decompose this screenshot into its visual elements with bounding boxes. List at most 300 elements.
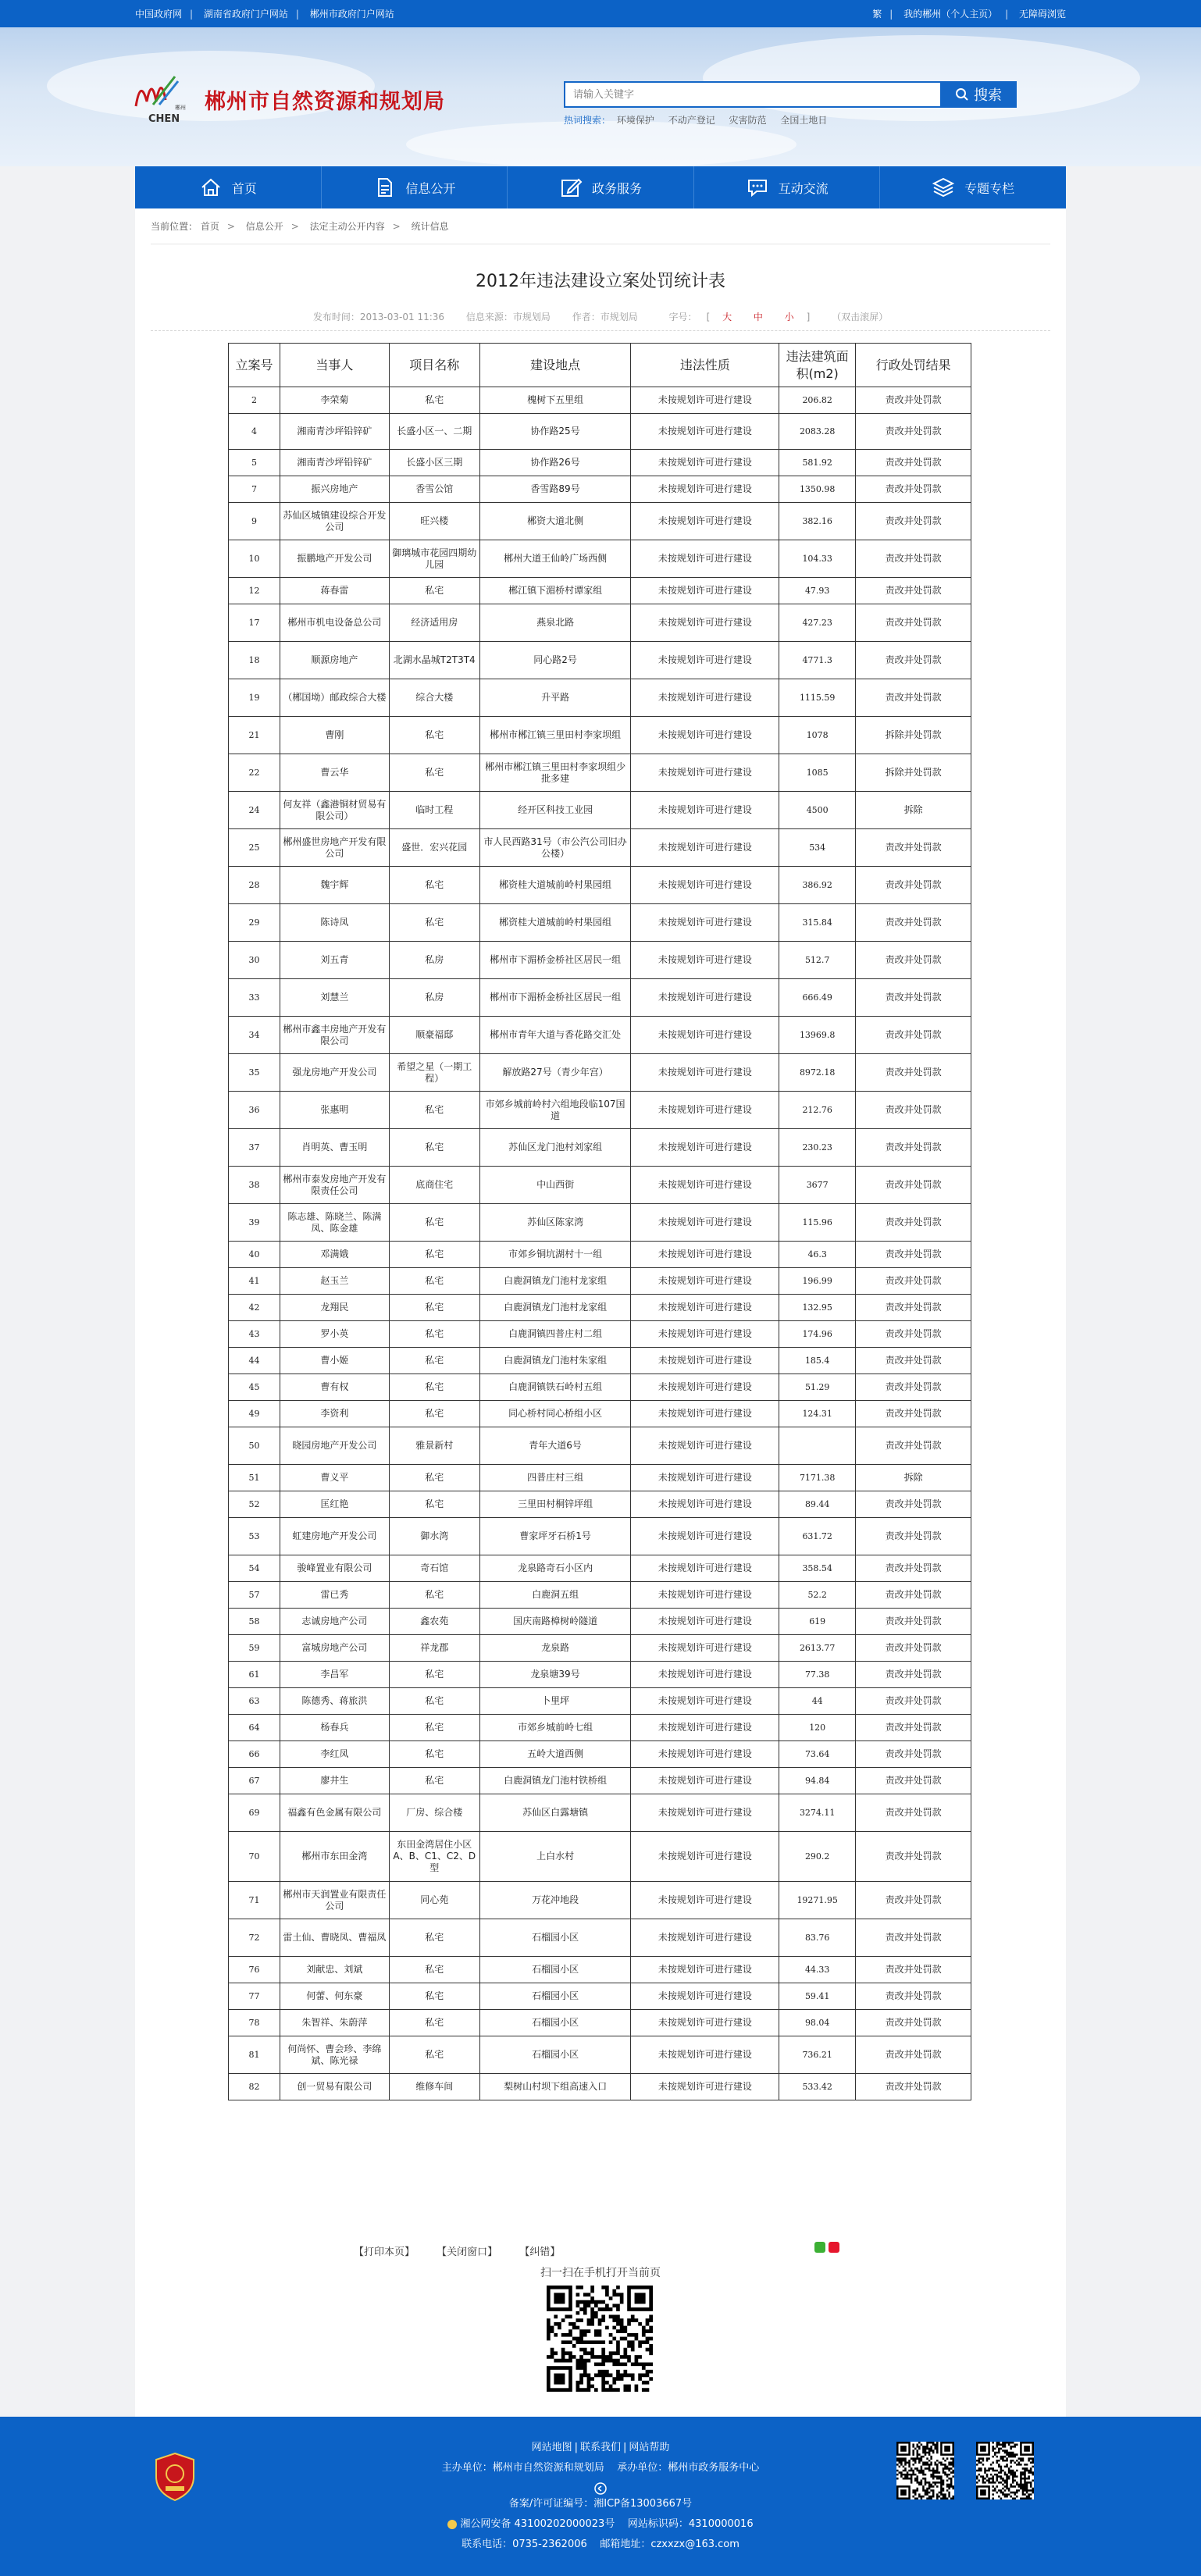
table-cell: 25 [229,829,280,867]
table-row [229,1465,971,1491]
table-row [229,503,971,540]
accessibility-icon[interactable] [594,2482,607,2495]
table-cell: 虹建房地产开发公司 [280,1518,389,1555]
table-row [229,2074,971,2100]
table-cell: 33 [229,979,280,1017]
table-cell: 53 [229,1518,280,1555]
table-cell: 1350.98 [779,476,856,503]
table-cell: 责改并处罚款 [856,1268,971,1295]
table-cell: 私宅 [389,1582,479,1609]
table-cell: 70 [229,1832,280,1882]
table-cell: 私宅 [389,1465,479,1491]
table-cell: 22 [229,754,280,792]
weibo-share-icon[interactable] [829,2242,839,2253]
hot-word[interactable]: 灾害防范 [729,115,767,126]
table-cell: 736.21 [779,2036,856,2074]
table-cell: 郴州市下湄桥金桥社区居民一组 [479,942,631,979]
table-cell: 私宅 [389,1242,479,1268]
column-header: 项目名称 [389,344,479,387]
table-cell: 责改并处罚款 [856,1092,971,1129]
table-cell: 2 [229,387,280,414]
table-cell: 98.04 [779,2010,856,2036]
link-chenzhou-gov[interactable]: 郴州市政府门户网站 [309,9,394,20]
table-cell: 祥龙郡 [389,1635,479,1662]
table-cell: 蒋春雷 [280,578,389,604]
footer-organizer: 承办单位：郴州市政务服务中心 [617,2462,760,2474]
table-cell: 升平路 [479,679,631,717]
table-cell: 未按规划许可进行建设 [631,867,779,904]
table-cell: 龙泉路奇石小区内 [479,1555,631,1582]
table-cell: 81 [229,2036,280,2074]
table-cell: 湘南青沙坪铅锌矿 [280,414,389,450]
document-icon [372,176,396,199]
table-cell: 未按规划许可进行建设 [631,1919,779,1957]
home-icon [199,176,223,199]
table-cell: 76 [229,1957,280,1983]
table-cell: 未按规划许可进行建设 [631,642,779,679]
font-size-small[interactable]: 小 [784,312,794,322]
table-cell: 郴州市东田金湾 [280,1832,389,1882]
table-row [229,1794,971,1832]
table-cell: 未按规划许可进行建设 [631,1983,779,2010]
table-cell: 534 [779,829,856,867]
table-row [229,1957,971,1983]
table-cell [779,1427,856,1465]
site-logo[interactable] [130,70,200,126]
table-cell: 私宅 [389,1983,479,2010]
link-my-chenzhou[interactable]: 我的郴州（个人主页） [903,9,998,20]
table-cell: 郴州盛世房地产开发有限公司 [280,829,389,867]
layers-icon [932,176,955,199]
table-cell: 52.2 [779,1582,856,1609]
table-cell: 综合大楼 [389,679,479,717]
table-cell: 40 [229,1242,280,1268]
table-cell: 陈志雄、陈晓兰、陈满凤、陈金雄 [280,1204,389,1242]
table-cell: 郴江镇下湄桥村谭家组 [479,578,631,604]
column-header: 立案号 [229,344,280,387]
table-cell: 私宅 [389,387,479,414]
table-cell: 福鑫有色金属有限公司 [280,1794,389,1832]
table-cell: 1085 [779,754,856,792]
table-row [229,754,971,792]
nav-label: 信息公开 [405,180,456,196]
table-row [229,1348,971,1374]
table-cell: 振兴房地产 [280,476,389,503]
edit-icon [559,176,583,199]
table-cell: 朱智祥、朱蔚萍 [280,2010,389,2036]
table-cell: 私宅 [389,1662,479,1688]
table-row [229,1427,971,1465]
table-cell: 陈诗凤 [280,904,389,942]
table-row [229,1401,971,1427]
table-cell: 未按规划许可进行建设 [631,578,779,604]
table-cell: 132.95 [779,1295,856,1321]
table-cell: 肖明英、曹玉明 [280,1129,389,1167]
table-cell: 382.16 [779,503,856,540]
table-cell: 未按规划许可进行建设 [631,503,779,540]
table-cell: 未按规划许可进行建设 [631,1582,779,1609]
table-cell: 赵玉兰 [280,1268,389,1295]
table-cell: 未按规划许可进行建设 [631,1374,779,1401]
table-cell: 拆除并处罚款 [856,717,971,754]
font-size-medium[interactable]: 中 [753,312,763,322]
table-cell: 未按规划许可进行建设 [631,717,779,754]
table-cell: 责改并处罚款 [856,829,971,867]
table-cell: 责改并处罚款 [856,1919,971,1957]
table-cell: 未按规划许可进行建设 [631,450,779,476]
table-cell: 责改并处罚款 [856,1518,971,1555]
table-cell: 私宅 [389,1401,479,1427]
table-cell: 市郊乡铜坑湖村十一组 [479,1242,631,1268]
share-icons [814,2242,839,2253]
table-cell: 私宅 [389,1092,479,1129]
table-cell: 拆除 [856,1465,971,1491]
table-cell: 上白水村 [479,1832,631,1882]
table-cell: 郴州市下湄桥金桥社区居民一组 [479,979,631,1017]
table-cell: 4500 [779,792,856,829]
wechat-share-icon[interactable] [814,2242,825,2253]
footer-sponsor: 主办单位：郴州市自然资源和规划局 [441,2462,604,2474]
column-header: 行政处罚结果 [856,344,971,387]
table-cell: 230.23 [779,1129,856,1167]
table-cell: 19271.95 [779,1882,856,1919]
table-cell: 私宅 [389,1768,479,1794]
table-cell: 何尚怀、曹会珍、李绵斌、陈光禄 [280,2036,389,2074]
table-cell: 私宅 [389,1268,479,1295]
table-cell: 三里田村桐锌坪组 [479,1491,631,1518]
table-cell: 7 [229,476,280,503]
table-cell: 创一贸易有限公司 [280,2074,389,2100]
link-gov-cn[interactable]: 中国政府网 [135,9,183,20]
table-cell: 未按规划许可进行建设 [631,2010,779,2036]
table-cell: 责改并处罚款 [856,476,971,503]
table-row [229,1768,971,1794]
table-cell: 42 [229,1295,280,1321]
table-row [229,1919,971,1957]
table-cell: 李资利 [280,1401,389,1427]
table-cell: 46.3 [779,1242,856,1268]
table-cell: 郴州市泰发房地产开发有限责任公司 [280,1167,389,1204]
table-cell: 78 [229,2010,280,2036]
table-cell: 58 [229,1609,280,1635]
table-cell: 私宅 [389,2010,479,2036]
table-cell: 白鹿洞五组 [479,1582,631,1609]
table-cell: 四普庄村三组 [479,1465,631,1491]
table-cell: 77.38 [779,1662,856,1688]
footer-email: 邮箱地址：czxxzx@163.com [600,2539,739,2550]
table-row [229,1555,971,1582]
link-accessibility[interactable]: 无障碍浏览 [1018,9,1066,20]
table-cell: 18 [229,642,280,679]
table-cell: 174.96 [779,1321,856,1348]
main-nav [135,166,1066,208]
table-cell: 私宅 [389,1491,479,1518]
table-cell: 30 [229,942,280,979]
table-cell: 拆除并处罚款 [856,754,971,792]
table-cell: 82 [229,2074,280,2100]
table-cell: 115.96 [779,1204,856,1242]
table-cell: 未按规划许可进行建设 [631,1832,779,1882]
table-cell: 未按规划许可进行建设 [631,2074,779,2100]
table-cell: 曹义平 [280,1465,389,1491]
table-cell: 212.76 [779,1092,856,1129]
table-cell: 廖井生 [280,1768,389,1794]
table-cell: 经济适用房 [389,604,479,642]
table-cell: 89.44 [779,1491,856,1518]
table-cell: 未按规划许可进行建设 [631,1555,779,1582]
table-row [229,1129,971,1167]
table-cell: 私宅 [389,1295,479,1321]
table-cell: 28 [229,867,280,904]
table-cell: 4771.3 [779,642,856,679]
hot-word[interactable]: 不动产登记 [668,115,715,126]
table-cell: 512.7 [779,942,856,979]
table-cell: 万花冲地段 [479,1882,631,1919]
close-window-link[interactable]: 【关闭窗口】 [437,2246,498,2258]
table-cell: 未按规划许可进行建设 [631,1204,779,1242]
table-cell: 私房 [389,979,479,1017]
table-cell: 责改并处罚款 [856,1374,971,1401]
page-title: 2012年违法建设立案处罚统计表 [476,272,725,291]
hot-word[interactable]: 环境保护 [616,115,654,126]
report-error-link[interactable]: 【纠错】 [519,2246,561,2258]
table-cell: 29 [229,904,280,942]
nav-item-home[interactable] [135,166,322,208]
table-cell: 骏峰置业有限公司 [280,1555,389,1582]
table-cell: 中山西街 [479,1167,631,1204]
table-cell: 长盛小区三期 [389,450,479,476]
table-cell: 未按规划许可进行建设 [631,1768,779,1794]
table-cell: 梨树山村坝下组高速入口 [479,2074,631,2100]
footer-link-help[interactable]: 网站帮助 [629,2442,670,2453]
table-cell: 御水湾 [389,1518,479,1555]
link-hunan-gov[interactable]: 湖南省政府门户网站 [203,9,288,20]
top-left-links: 中国政府网 | 湖南省政府门户网站 | 郴州市政府门户网站 [135,9,394,20]
table-cell: 未按规划许可进行建设 [631,1518,779,1555]
table-cell: 未按规划许可进行建设 [631,1491,779,1518]
table-cell: 石榴园小区 [479,1919,631,1957]
nav-label: 首页 [231,180,257,196]
table-cell: 责改并处罚款 [856,979,971,1017]
table-row [229,867,971,904]
table-cell: 57 [229,1582,280,1609]
table-cell: 私房 [389,942,479,979]
nav-item-topics[interactable] [880,166,1066,208]
hot-word[interactable]: 全国土地日 [780,115,828,126]
breadcrumb-item[interactable]: 统计信息 [411,221,449,232]
table-cell: 郴州市天润置业有限责任公司 [280,1882,389,1919]
table-cell: 未按规划许可进行建设 [631,414,779,450]
table-cell: 卜里坪 [479,1688,631,1715]
table-cell: 石榴园小区 [479,2036,631,2074]
table-cell: 7171.38 [779,1465,856,1491]
table-row [229,792,971,829]
print-link[interactable]: 【打印本页】 [354,2246,415,2258]
search-button[interactable] [940,81,1017,108]
table-cell: 郴州市青年大道与香花路交汇处 [479,1017,631,1054]
qr-code-icon [547,2286,653,2392]
table-cell: 石榴园小区 [479,1983,631,2010]
table-header-row [229,344,971,387]
table-cell: 51.29 [779,1374,856,1401]
table-row [229,604,971,642]
nav-item-interaction[interactable] [694,166,881,208]
search-icon [955,87,969,102]
table-cell: 未按规划许可进行建设 [631,1321,779,1348]
table-row [229,414,971,450]
table-cell: 37 [229,1129,280,1167]
table-cell: 曹刚 [280,717,389,754]
table-row [229,979,971,1017]
table-cell: 72 [229,1919,280,1957]
table-cell: 427.23 [779,604,856,642]
column-header: 违法性质 [631,344,779,387]
breadcrumb-item[interactable]: 首页 [200,221,219,232]
breadcrumb-item[interactable]: 信息公开 [245,221,283,232]
table-cell: 郴资桂大道城前岭村果园组 [479,904,631,942]
table-cell: 未按规划许可进行建设 [631,1715,779,1741]
table-cell: 同心桥村同心桥组小区 [479,1401,631,1427]
table-row [229,450,971,476]
footer-links: 网站地图 | 联系我们 | 网站帮助 [531,2442,670,2453]
table-cell: 苏仙区龙门池村刘家组 [479,1129,631,1167]
nav-item-services[interactable] [508,166,694,208]
table-cell: 未按规划许可进行建设 [631,1348,779,1374]
table-cell: （郴国坳）邮政综合大楼 [280,679,389,717]
link-traditional[interactable]: 繁 [872,9,882,20]
table-cell: 未按规划许可进行建设 [631,1957,779,1983]
table-cell: 责改并处罚款 [856,1129,971,1167]
table-row [229,540,971,578]
table-row [229,1983,971,2010]
table-cell: 38 [229,1167,280,1204]
table-cell: 19 [229,679,280,717]
table-cell: 李荣菊 [280,387,389,414]
table-cell: 104.33 [779,540,856,578]
table-row [229,1688,971,1715]
table-cell: 未按规划许可进行建设 [631,1092,779,1129]
table-cell: 未按规划许可进行建设 [631,1129,779,1167]
table-cell: 3274.11 [779,1794,856,1832]
font-size-large[interactable]: 大 [722,312,732,322]
table-cell: 龙翔民 [280,1295,389,1321]
table-row [229,1635,971,1662]
breadcrumb-item[interactable]: 法定主动公开内容 [309,221,385,232]
table-cell: 刘献忠、刘斌 [280,1957,389,1983]
table-cell: 槐树下五里组 [479,387,631,414]
footer-police[interactable]: 湘公网安备 43100202000023号 [460,2518,615,2530]
breadcrumb: 当前位置： 首页 > 信息公开 > 法定主动公开内容 > 统计信息 [151,221,449,232]
table-row [229,642,971,679]
table-cell: 9 [229,503,280,540]
table-cell: 责改并处罚款 [856,578,971,604]
table-cell: 未按规划许可进行建设 [631,1295,779,1321]
table-cell: 2083.28 [779,414,856,450]
footer-link-contact[interactable]: 联系我们 [579,2442,621,2453]
table-cell: 533.42 [779,2074,856,2100]
table-cell: 私宅 [389,1204,479,1242]
table-cell: 同心路2号 [479,642,631,679]
nav-label: 互动交流 [778,180,829,196]
table-cell: 54 [229,1555,280,1582]
table-cell: 燕泉北路 [479,604,631,642]
table-cell: 杨春兵 [280,1715,389,1741]
table-cell: 未按规划许可进行建设 [631,1662,779,1688]
table-cell: 曹有权 [280,1374,389,1401]
table-cell: 185.4 [779,1348,856,1374]
table-cell: 责改并处罚款 [856,1054,971,1092]
dblclick-scroll-hint: （双击滚屏） [832,312,889,322]
table-cell: 陈德秀、蒋旅洪 [280,1688,389,1715]
table-cell: 45 [229,1374,280,1401]
footer-link-sitemap[interactable]: 网站地图 [531,2442,572,2453]
table-cell: 120 [779,1715,856,1741]
table-cell: 619 [779,1609,856,1635]
table-row [229,578,971,604]
table-cell: 责改并处罚款 [856,503,971,540]
nav-item-info[interactable] [322,166,508,208]
table-cell: 94.84 [779,1768,856,1794]
table-cell: 雅景新村 [389,1427,479,1465]
footer-icp[interactable]: 湘ICP备13003667号 [593,2498,693,2510]
table-cell: 厂房、综合楼 [389,1794,479,1832]
table-cell: 香雪公馆 [389,476,479,503]
table-cell: 私宅 [389,754,479,792]
table-cell: 底商住宅 [389,1167,479,1204]
table-row [229,1715,971,1741]
table-cell: 未按规划许可进行建设 [631,1427,779,1465]
table-row [229,829,971,867]
table-cell: 市郊乡城前岭村六组地段临107国道 [479,1092,631,1129]
search-input[interactable] [564,81,942,108]
table-cell: 358.54 [779,1555,856,1582]
table-cell: 匡红艳 [280,1491,389,1518]
table-cell: 私宅 [389,1129,479,1167]
table-cell: 44 [229,1348,280,1374]
divider [151,330,1050,331]
table-cell: 私宅 [389,1374,479,1401]
table-cell: 雷土仙、曹晓凤、曹福凤 [280,1919,389,1957]
table-cell: 21 [229,717,280,754]
table-cell: 市人民西路31号（市公汽公司旧办公楼） [479,829,631,867]
table-cell: 白鹿洞镇龙门池村铁桥组 [479,1768,631,1794]
column-header: 当事人 [280,344,389,387]
table-cell: 责改并处罚款 [856,1794,971,1832]
table-cell: 维修车间 [389,2074,479,2100]
table-cell: 白鹿洞镇龙门池村龙家组 [479,1268,631,1295]
table-cell: 未按规划许可进行建设 [631,1401,779,1427]
scan-tip: 扫一扫在手机打开当前页 [540,2267,661,2279]
column-header: 建设地点 [479,344,631,387]
table-cell: 52 [229,1491,280,1518]
table-cell: 64 [229,1715,280,1741]
table-cell: 未按规划许可进行建设 [631,1794,779,1832]
breadcrumb-label: 当前位置： [151,221,198,232]
footer-qr-code-icon [976,2442,1034,2499]
table-row [229,1092,971,1129]
table-cell: 富城房地产公司 [280,1635,389,1662]
table-row [229,2036,971,2074]
article-meta [135,310,1066,323]
table-cell: 未按规划许可进行建设 [631,754,779,792]
table-cell: 责改并处罚款 [856,1741,971,1768]
page-actions [354,2243,579,2258]
table-cell: 责改并处罚款 [856,942,971,979]
table-cell: 志诚房地产公司 [280,1609,389,1635]
table-cell: 责改并处罚款 [856,1427,971,1465]
table-cell: 责改并处罚款 [856,1295,971,1321]
table-row [229,1882,971,1919]
